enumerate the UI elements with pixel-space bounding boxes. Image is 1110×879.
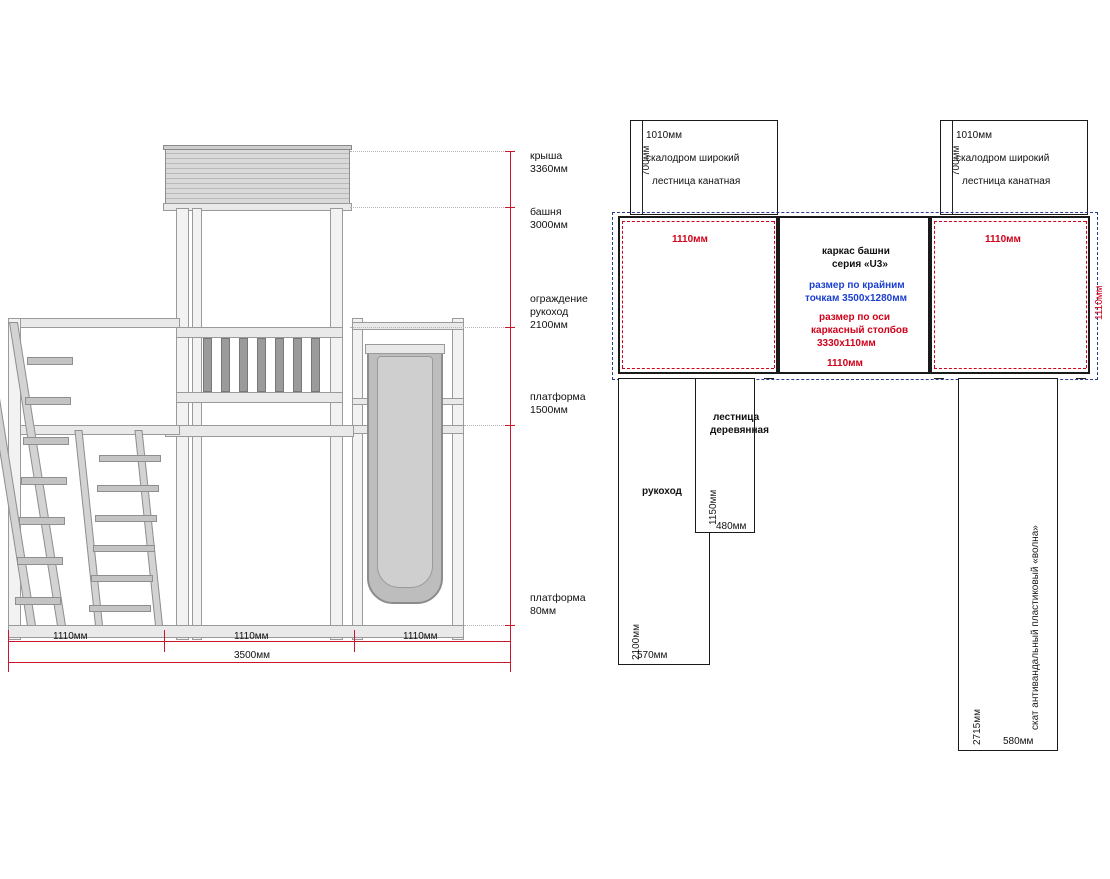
bottom-dim-label-2: 1110мм (234, 631, 269, 642)
baluster (257, 338, 266, 392)
total-dim-tick-right (510, 652, 511, 672)
plan-center-line1: каркас башни (822, 246, 890, 257)
plan-center-line6: каркасный столбов (811, 325, 909, 336)
platform-1500-beam (165, 425, 354, 437)
level-line-platform-80 (464, 625, 510, 626)
level-label-platform80-dim: 80мм (530, 605, 557, 617)
plan-left-item1: скалодром широкий (646, 153, 740, 164)
tower-post-right (330, 208, 343, 640)
bottom-dim-tick (354, 630, 355, 652)
plan-left-1010-label: 1010мм (646, 130, 682, 141)
tower-post-left-inner (192, 208, 202, 640)
plan-foot-mark (934, 378, 944, 379)
callout-rukohod-width: 570мм (637, 650, 668, 661)
level-dim-chain (510, 151, 511, 641)
plan-left-item2: лестница канатная (652, 176, 741, 187)
plan-foot-mark (1076, 378, 1086, 379)
plan-right-red-left (934, 221, 935, 368)
level-tick (505, 327, 515, 328)
guardrail-bottom-beam (176, 392, 343, 403)
plan-right-red-top (934, 221, 1086, 222)
plan-view (600, 0, 1110, 879)
callout-slide-label: скат антивандальный пластиковый «волна» (1030, 525, 1041, 730)
guardrail-top-beam (176, 327, 343, 338)
level-label-platform1500-name: платформа (530, 391, 586, 403)
roof-ridge (163, 145, 352, 150)
plan-center-line4: точкам 3500х1280мм (805, 293, 908, 304)
ladder-rung (23, 437, 69, 445)
callout-slide-width: 580мм (1003, 736, 1034, 747)
bottom-dim-label-3: 1110мм (403, 631, 438, 642)
level-tick (505, 425, 515, 426)
roof-shape (165, 148, 350, 206)
tower-post-right-outer (452, 318, 464, 640)
baluster (239, 338, 248, 392)
ladder-rung (25, 397, 71, 405)
plan-right-red-bottom (934, 368, 1086, 369)
stair-step (89, 605, 151, 612)
elevation-view (0, 0, 588, 700)
baluster (203, 338, 212, 392)
slide-surface (377, 356, 433, 588)
baluster (293, 338, 302, 392)
level-tick (505, 151, 515, 152)
plan-right-item2: лестница канатная (962, 176, 1051, 187)
plan-center-bottom-dim: 1110мм (827, 358, 863, 369)
rukohod-beam-top (8, 318, 180, 328)
plan-left-700-label: 700мм (641, 145, 652, 176)
callout-ladder-label1: лестница (713, 412, 760, 423)
right-guardrail-top (352, 322, 464, 330)
plan-left-red-right (774, 221, 775, 368)
stair-step (93, 545, 155, 552)
ladder-rung (15, 597, 61, 605)
tower-post-left (176, 208, 189, 640)
level-label-tower-dim: 3000мм (530, 219, 568, 231)
level-label-roof-dim: 3360мм (530, 163, 568, 175)
plan-center-line7: 3330х110мм (817, 338, 876, 349)
level-line-guard (350, 327, 510, 328)
plan-right-red-right (1086, 221, 1087, 368)
plan-right-1010-label: 1010мм (956, 130, 992, 141)
stair-step (99, 455, 161, 462)
plan-foot-mark (764, 378, 774, 379)
plan-center-line3: размер по крайним (809, 280, 905, 291)
callout-rukohod-label: рукоход (642, 486, 682, 497)
bottom-dim-label-1: 1110мм (53, 631, 88, 642)
baluster (275, 338, 284, 392)
level-tick (505, 207, 515, 208)
level-line-tower (350, 207, 510, 208)
bottom-dim-tick (164, 630, 165, 652)
tower-post-center-right (352, 318, 363, 640)
total-dim-tick-left (8, 652, 9, 672)
total-dim-label: 3500мм (234, 650, 270, 661)
callout-ladder-width: 480мм (716, 521, 747, 532)
plan-left-red-bottom (622, 368, 774, 369)
plan-right-side-dim: 1110мм (1094, 285, 1105, 320)
plan-left-red-top (622, 221, 774, 222)
callout-slide-dim: 2715мм (972, 709, 983, 745)
level-label-roof-name: крыша (530, 150, 563, 162)
callout-slide-box (958, 378, 1058, 751)
baluster (221, 338, 230, 392)
bottom-dim-tick (510, 630, 511, 652)
stair-step (95, 515, 157, 522)
bottom-dim-tick (8, 630, 9, 652)
total-dim-line (8, 662, 510, 663)
plan-right-700-label: 700мм (951, 145, 962, 176)
plan-center-line5: размер по оси (819, 312, 890, 323)
ladder-rung (19, 517, 65, 525)
level-line-platform-1500 (464, 425, 510, 426)
slide-hood (365, 344, 445, 354)
plan-left-inner-dim: 1110мм (672, 234, 708, 245)
ladder-rung (27, 357, 73, 365)
ladder-rung (21, 477, 67, 485)
plan-right-item1: скалодром широкий (956, 153, 1050, 164)
plan-right-inner-dim: 1110мм (985, 234, 1021, 245)
ladder-rung (17, 557, 63, 565)
plan-left-red-left (622, 221, 623, 368)
stair-step (91, 575, 153, 582)
level-label-guard-name: ограждение (530, 293, 588, 305)
plan-center-line2: серия «U3» (832, 259, 888, 270)
callout-ladder-box (695, 378, 755, 533)
callout-ladder-dim: 1150мм (708, 489, 719, 525)
level-line-roof (350, 151, 510, 152)
level-tick (505, 625, 515, 626)
callout-ladder-label2: деревянная (710, 425, 769, 436)
callout-rukohod-dim: 2100мм (631, 624, 642, 660)
level-label-tower-name: башня (530, 206, 562, 218)
stair-step (97, 485, 159, 492)
level-label-guard-dim: 2100мм (530, 319, 568, 331)
level-label-platform1500-dim: 1500мм (530, 404, 568, 416)
level-label-guard-name2: рукоход (530, 306, 569, 318)
level-label-platform80-name: платформа (530, 592, 586, 604)
baluster (311, 338, 320, 392)
